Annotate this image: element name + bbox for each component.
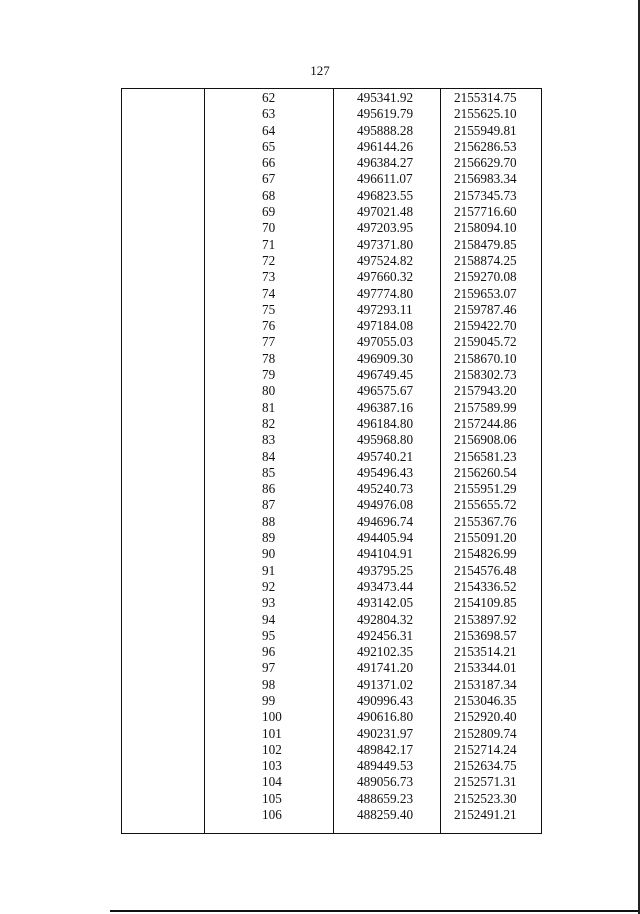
y-coordinate-cell: 2153187.34 [454,676,517,692]
point-number-cell: 72 [262,252,276,268]
y-coordinate-cell: 2159270.08 [454,269,517,285]
y-coordinate-cell: 2155951.29 [454,481,517,497]
y-coordinate-cell: 2153698.57 [454,627,517,643]
y-coordinate-cell: 2159787.46 [454,301,517,317]
point-number-cell: 96 [262,644,276,660]
y-coordinate-cell: 2154826.99 [454,546,517,562]
point-number-cell: 103 [262,758,282,774]
point-number-cell: 63 [262,106,276,122]
point-number-cell: 88 [262,513,276,529]
x-coordinate-cell: 492804.32 [357,611,414,627]
y-coordinate-cell: 2155367.76 [454,513,517,529]
y-coordinate-cell: 2156581.23 [454,448,517,464]
table-row [0,139,640,155]
x-coordinate-cell: 497203.95 [357,220,414,236]
table-row [0,351,640,367]
table-row [0,155,640,171]
x-coordinate-cell: 492456.31 [357,627,414,643]
table-row [0,416,640,432]
x-coordinate-cell: 491371.02 [357,676,414,692]
y-coordinate-cell: 2153514.21 [454,644,517,660]
x-coordinate-cell: 496384.27 [357,155,414,171]
y-coordinate-cell: 2157589.99 [454,399,517,415]
y-coordinate-cell: 2155091.20 [454,530,517,546]
y-coordinate-cell: 2156983.34 [454,171,517,187]
table-row [0,400,640,416]
table-row [0,465,640,481]
y-coordinate-cell: 2156286.53 [454,138,517,154]
point-number-cell: 101 [262,725,282,741]
table-row [0,791,640,807]
table-row [0,758,640,774]
point-number-cell: 64 [262,122,276,138]
x-coordinate-cell: 495740.21 [357,448,414,464]
point-number-cell: 90 [262,546,276,562]
y-coordinate-cell: 2152634.75 [454,758,517,774]
x-coordinate-cell: 497055.03 [357,334,414,350]
x-coordinate-cell: 496909.30 [357,350,414,366]
point-number-cell: 100 [262,709,282,725]
point-number-cell: 77 [262,334,276,350]
table-row [0,334,640,350]
x-coordinate-cell: 494405.94 [357,530,414,546]
x-coordinate-cell: 491741.20 [357,660,414,676]
y-coordinate-cell: 2154576.48 [454,562,517,578]
table-row [0,644,640,660]
y-coordinate-cell: 2156260.54 [454,464,517,480]
point-number-cell: 76 [262,318,276,334]
x-coordinate-cell: 489842.17 [357,741,414,757]
point-number-cell: 98 [262,676,276,692]
point-number-cell: 105 [262,790,282,806]
x-coordinate-cell: 492102.35 [357,644,414,660]
table-row [0,709,640,725]
x-coordinate-cell: 494104.91 [357,546,414,562]
point-number-cell: 86 [262,481,276,497]
point-number-cell: 84 [262,448,276,464]
point-number-cell: 79 [262,367,276,383]
x-coordinate-cell: 497774.80 [357,285,414,301]
point-number-cell: 82 [262,415,276,431]
table-row [0,742,640,758]
point-number-cell: 93 [262,595,276,611]
y-coordinate-cell: 2157345.73 [454,187,517,203]
table-row [0,237,640,253]
table-bottom-border [121,833,542,834]
table-row [0,449,640,465]
y-coordinate-cell: 2153897.92 [454,611,517,627]
table-row [0,514,640,530]
table-row [0,188,640,204]
x-coordinate-cell: 497371.80 [357,236,414,252]
y-coordinate-cell: 2152714.24 [454,741,517,757]
y-coordinate-cell: 2156908.06 [454,432,517,448]
y-coordinate-cell: 2157943.20 [454,383,517,399]
point-number-cell: 73 [262,269,276,285]
y-coordinate-cell: 2155949.81 [454,122,517,138]
point-number-cell: 102 [262,741,282,757]
x-coordinate-cell: 496823.55 [357,187,414,203]
x-coordinate-cell: 495619.79 [357,106,414,122]
table-row [0,90,640,106]
x-coordinate-cell: 493142.05 [357,595,414,611]
y-coordinate-cell: 2152809.74 [454,725,517,741]
table-row [0,383,640,399]
table-row [0,123,640,139]
point-number-cell: 94 [262,611,276,627]
table-row [0,595,640,611]
y-coordinate-cell: 2153046.35 [454,692,517,708]
x-coordinate-cell: 495341.92 [357,90,414,105]
table-row [0,774,640,790]
x-coordinate-cell: 496749.45 [357,367,414,383]
x-coordinate-cell: 488259.40 [357,807,414,823]
table-row [0,612,640,628]
point-number-cell: 68 [262,187,276,203]
y-coordinate-cell: 2158302.73 [454,367,517,383]
table-row [0,106,640,122]
x-coordinate-cell: 493473.44 [357,578,414,594]
table-row [0,204,640,220]
x-coordinate-cell: 496575.67 [357,383,414,399]
coordinate-table [0,90,640,823]
y-coordinate-cell: 2156629.70 [454,155,517,171]
point-number-cell: 87 [262,497,276,513]
point-number-cell: 71 [262,236,276,252]
point-number-cell: 67 [262,171,276,187]
point-number-cell: 97 [262,660,276,676]
x-coordinate-cell: 497021.48 [357,204,414,220]
point-number-cell: 99 [262,692,276,708]
point-number-cell: 66 [262,155,276,171]
table-row [0,807,640,823]
point-number-cell: 106 [262,807,282,823]
table-row [0,693,640,709]
table-row [0,677,640,693]
y-coordinate-cell: 2158874.25 [454,252,517,268]
x-coordinate-cell: 496184.80 [357,415,414,431]
point-number-cell: 104 [262,774,282,790]
x-coordinate-cell: 488659.23 [357,790,414,806]
table-row [0,171,640,187]
point-number-cell: 65 [262,138,276,154]
x-coordinate-cell: 496144.26 [357,138,414,154]
x-coordinate-cell: 490231.97 [357,725,414,741]
y-coordinate-cell: 2152491.21 [454,807,517,823]
x-coordinate-cell: 497660.32 [357,269,414,285]
table-top-border [121,88,542,89]
point-number-cell: 91 [262,562,276,578]
x-coordinate-cell: 495888.28 [357,122,414,138]
table-row [0,579,640,595]
y-coordinate-cell: 2155314.75 [454,90,517,105]
x-coordinate-cell: 494976.08 [357,497,414,513]
x-coordinate-cell: 496387.16 [357,399,414,415]
y-coordinate-cell: 2158094.10 [454,220,517,236]
y-coordinate-cell: 2154336.52 [454,578,517,594]
x-coordinate-cell: 489449.53 [357,758,414,774]
x-coordinate-cell: 493795.25 [357,562,414,578]
point-number-cell: 95 [262,627,276,643]
table-row [0,220,640,236]
page-bottom-edge [110,910,640,912]
table-row [0,269,640,285]
y-coordinate-cell: 2159045.72 [454,334,517,350]
table-row [0,432,640,448]
y-coordinate-cell: 2152571.31 [454,774,517,790]
table-row [0,286,640,302]
table-row [0,628,640,644]
point-number-cell: 81 [262,399,276,415]
y-coordinate-cell: 2159422.70 [454,318,517,334]
point-number-cell: 74 [262,285,276,301]
x-coordinate-cell: 490616.80 [357,709,414,725]
table-row [0,660,640,676]
table-row [0,367,640,383]
table-row [0,497,640,513]
point-number-cell: 69 [262,204,276,220]
x-coordinate-cell: 494696.74 [357,513,414,529]
table-row [0,726,640,742]
y-coordinate-cell: 2157716.60 [454,204,517,220]
point-number-cell: 75 [262,301,276,317]
x-coordinate-cell: 495968.80 [357,432,414,448]
y-coordinate-cell: 2154109.85 [454,595,517,611]
y-coordinate-cell: 2152920.40 [454,709,517,725]
x-coordinate-cell: 490996.43 [357,692,414,708]
y-coordinate-cell: 2157244.86 [454,415,517,431]
point-number-cell: 92 [262,578,276,594]
point-number-cell: 85 [262,464,276,480]
page-number: 127 [310,63,330,78]
table-row [0,546,640,562]
x-coordinate-cell: 497524.82 [357,252,414,268]
x-coordinate-cell: 495240.73 [357,481,414,497]
x-coordinate-cell: 489056.73 [357,774,414,790]
point-number-cell: 62 [262,90,276,105]
point-number-cell: 83 [262,432,276,448]
y-coordinate-cell: 2153344.01 [454,660,517,676]
y-coordinate-cell: 2155655.72 [454,497,517,513]
y-coordinate-cell: 2155625.10 [454,106,517,122]
table-row [0,253,640,269]
y-coordinate-cell: 2158479.85 [454,236,517,252]
table-row [0,530,640,546]
y-coordinate-cell: 2159653.07 [454,285,517,301]
y-coordinate-cell: 2158670.10 [454,350,517,366]
x-coordinate-cell: 497184.08 [357,318,414,334]
table-row [0,481,640,497]
table-row [0,318,640,334]
point-number-cell: 80 [262,383,276,399]
x-coordinate-cell: 495496.43 [357,464,414,480]
point-number-cell: 78 [262,350,276,366]
point-number-cell: 89 [262,530,276,546]
table-row [0,563,640,579]
y-coordinate-cell: 2152523.30 [454,790,517,806]
table-row [0,302,640,318]
x-coordinate-cell: 497293.11 [357,301,413,317]
point-number-cell: 70 [262,220,276,236]
x-coordinate-cell: 496611.07 [357,171,413,187]
